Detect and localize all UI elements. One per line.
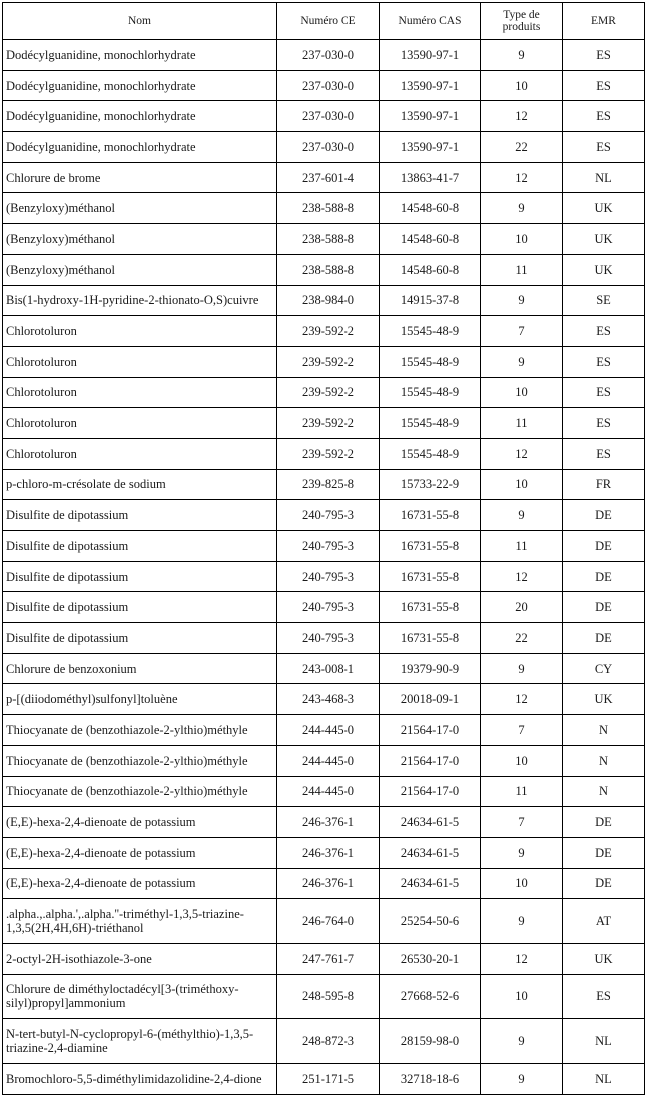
table-row [3,70,645,101]
cell-emr: NL [563,1019,645,1064]
cell-numero-ce: 243-008-1 [277,653,380,684]
cell-type-produits: 9 [481,40,563,71]
table-row [3,438,645,469]
cell-type-produits: 10 [481,868,563,899]
cell-emr: UK [563,193,645,224]
cell-type-produits: 9 [481,1064,563,1095]
cell-type-produits: 7 [481,316,563,347]
cell-numero-cas: 24634-61-5 [380,837,481,868]
cell-type-produits: 9 [481,500,563,531]
table-row [3,224,645,255]
cell-type-produits: 12 [481,438,563,469]
table-row [3,1019,645,1064]
table-row [3,162,645,193]
cell-numero-ce: 248-595-8 [277,974,380,1019]
cell-nom: Dodécylguanidine, monochlorhydrate [3,101,277,132]
cell-numero-cas: 15545-48-9 [380,408,481,439]
substances-table [2,2,645,1095]
header-numero-cas: Numéro CAS [380,3,481,40]
cell-nom: Bis(1-hydroxy-1H-pyridine-2-thionato-O,S)cuivre [3,285,277,316]
table-row [3,316,645,347]
cell-numero-cas: 16731-55-8 [380,623,481,654]
cell-numero-ce: 244-445-0 [277,715,380,746]
cell-nom: Disulfite de dipotassium [3,561,277,592]
cell-nom: (Benzyloxy)méthanol [3,193,277,224]
table-row [3,776,645,807]
cell-numero-ce: 240-795-3 [277,623,380,654]
cell-numero-ce: 237-030-0 [277,40,380,71]
table-row [3,285,645,316]
header-numero-ce: Numéro CE [277,3,380,40]
cell-nom: .alpha.,.alpha.',.alpha.''-triméthyl-1,3,5-triazine-1,3,5(2H,4H,6H)-triéthanol [3,899,277,944]
cell-numero-cas: 21564-17-0 [380,745,481,776]
cell-numero-cas: 21564-17-0 [380,715,481,746]
cell-emr: ES [563,101,645,132]
cell-numero-ce: 246-764-0 [277,899,380,944]
cell-numero-ce: 247-761-7 [277,943,380,974]
cell-type-produits: 10 [481,469,563,500]
cell-numero-cas: 15545-48-9 [380,438,481,469]
cell-nom: Chlorotoluron [3,438,277,469]
cell-type-produits: 10 [481,70,563,101]
cell-numero-ce: 239-592-2 [277,346,380,377]
cell-numero-cas: 15545-48-9 [380,316,481,347]
cell-numero-cas: 20018-09-1 [380,684,481,715]
cell-nom: (E,E)-hexa-2,4-dienoate de potassium [3,868,277,899]
cell-type-produits: 11 [481,531,563,562]
cell-numero-cas: 24634-61-5 [380,807,481,838]
cell-numero-cas: 14548-60-8 [380,193,481,224]
cell-type-produits: 9 [481,899,563,944]
cell-numero-cas: 25254-50-6 [380,899,481,944]
table-row [3,1064,645,1095]
cell-numero-cas: 26530-20-1 [380,943,481,974]
cell-numero-cas: 15545-48-9 [380,377,481,408]
cell-numero-cas: 32718-18-6 [380,1064,481,1095]
cell-emr: ES [563,316,645,347]
cell-emr: ES [563,408,645,439]
cell-type-produits: 11 [481,776,563,807]
cell-emr: N [563,745,645,776]
cell-emr: ES [563,40,645,71]
cell-emr: FR [563,469,645,500]
cell-numero-ce: 240-795-3 [277,592,380,623]
cell-numero-cas: 14548-60-8 [380,224,481,255]
cell-emr: DE [563,868,645,899]
cell-nom: p-chloro-m-crésolate de sodium [3,469,277,500]
cell-type-produits: 9 [481,285,563,316]
table-row [3,745,645,776]
cell-type-produits: 12 [481,101,563,132]
cell-nom: Disulfite de dipotassium [3,592,277,623]
table-row [3,408,645,439]
table-row [3,653,645,684]
cell-type-produits: 10 [481,974,563,1019]
cell-type-produits: 10 [481,377,563,408]
cell-numero-cas: 16731-55-8 [380,531,481,562]
cell-type-produits: 12 [481,162,563,193]
header-emr: EMR [563,3,645,40]
cell-emr: NL [563,1064,645,1095]
cell-emr: DE [563,837,645,868]
cell-numero-ce: 244-445-0 [277,776,380,807]
cell-type-produits: 9 [481,1019,563,1064]
cell-nom: Disulfite de dipotassium [3,500,277,531]
table-row [3,469,645,500]
cell-numero-cas: 14548-60-8 [380,254,481,285]
cell-nom: Chlorure de benzoxonium [3,653,277,684]
cell-nom: 2-octyl-2H-isothiazole-3-one [3,943,277,974]
cell-type-produits: 22 [481,623,563,654]
cell-numero-ce: 240-795-3 [277,500,380,531]
cell-numero-ce: 244-445-0 [277,745,380,776]
cell-emr: SE [563,285,645,316]
cell-numero-ce: 239-592-2 [277,408,380,439]
cell-numero-cas: 28159-98-0 [380,1019,481,1064]
table-row [3,592,645,623]
table-row [3,868,645,899]
cell-nom: Chlorotoluron [3,408,277,439]
cell-numero-cas: 15733-22-9 [380,469,481,500]
cell-numero-cas: 21564-17-0 [380,776,481,807]
cell-type-produits: 10 [481,224,563,255]
table-row [3,715,645,746]
cell-numero-cas: 14915-37-8 [380,285,481,316]
cell-nom: N-tert-butyl-N-cyclopropyl-6-(méthylthio)-1,3,5-triazine-2,4-diamine [3,1019,277,1064]
cell-emr: DE [563,531,645,562]
cell-numero-cas: 13590-97-1 [380,101,481,132]
cell-emr: ES [563,132,645,163]
header-type-produits: Type de produits [481,3,563,40]
cell-nom: p-[(diiodométhyl)sulfonyl]toluène [3,684,277,715]
cell-numero-cas: 13590-97-1 [380,40,481,71]
table-row [3,974,645,1019]
cell-nom: Chlorotoluron [3,377,277,408]
cell-numero-ce: 246-376-1 [277,837,380,868]
cell-numero-ce: 238-588-8 [277,254,380,285]
cell-nom: (Benzyloxy)méthanol [3,224,277,255]
cell-nom: (Benzyloxy)méthanol [3,254,277,285]
cell-nom: Thiocyanate de (benzothiazole-2-ylthio)méthyle [3,715,277,746]
cell-type-produits: 22 [481,132,563,163]
table-row [3,807,645,838]
cell-emr: UK [563,224,645,255]
cell-type-produits: 11 [481,254,563,285]
cell-nom: Chlorotoluron [3,346,277,377]
cell-type-produits: 9 [481,653,563,684]
cell-numero-ce: 238-588-8 [277,193,380,224]
cell-nom: Dodécylguanidine, monochlorhydrate [3,40,277,71]
cell-nom: (E,E)-hexa-2,4-dienoate de potassium [3,807,277,838]
cell-numero-ce: 251-171-5 [277,1064,380,1095]
cell-type-produits: 7 [481,807,563,838]
cell-type-produits: 9 [481,837,563,868]
cell-emr: CY [563,653,645,684]
cell-emr: DE [563,807,645,838]
cell-numero-ce: 238-984-0 [277,285,380,316]
table-row [3,561,645,592]
cell-numero-cas: 27668-52-6 [380,974,481,1019]
cell-nom: Disulfite de dipotassium [3,623,277,654]
table-row [3,943,645,974]
cell-emr: DE [563,500,645,531]
table-row [3,531,645,562]
cell-emr: N [563,715,645,746]
cell-type-produits: 12 [481,684,563,715]
cell-nom: Dodécylguanidine, monochlorhydrate [3,70,277,101]
table-row [3,623,645,654]
cell-numero-ce: 246-376-1 [277,868,380,899]
table-row [3,346,645,377]
table-row [3,101,645,132]
cell-nom: Chlorure de brome [3,162,277,193]
cell-emr: UK [563,254,645,285]
cell-numero-cas: 16731-55-8 [380,561,481,592]
cell-type-produits: 10 [481,745,563,776]
cell-numero-cas: 24634-61-5 [380,868,481,899]
cell-emr: DE [563,561,645,592]
cell-nom: Disulfite de dipotassium [3,531,277,562]
cell-type-produits: 9 [481,193,563,224]
cell-type-produits: 12 [481,943,563,974]
cell-emr: ES [563,974,645,1019]
cell-numero-cas: 13590-97-1 [380,132,481,163]
header-nom: Nom [3,3,277,40]
cell-emr: ES [563,438,645,469]
cell-emr: DE [563,623,645,654]
cell-emr: NL [563,162,645,193]
cell-type-produits: 11 [481,408,563,439]
table-body [3,40,645,1095]
cell-numero-cas: 16731-55-8 [380,500,481,531]
cell-type-produits: 20 [481,592,563,623]
cell-emr: DE [563,592,645,623]
cell-numero-ce: 239-825-8 [277,469,380,500]
cell-nom: Bromochloro-5,5-diméthylimidazolidine-2,4-dione [3,1064,277,1095]
cell-numero-ce: 240-795-3 [277,531,380,562]
table-row [3,500,645,531]
cell-numero-cas: 19379-90-9 [380,653,481,684]
cell-emr: ES [563,346,645,377]
table-row [3,254,645,285]
cell-numero-ce: 246-376-1 [277,807,380,838]
cell-numero-cas: 16731-55-8 [380,592,481,623]
cell-numero-cas: 13863-41-7 [380,162,481,193]
cell-nom: Thiocyanate de (benzothiazole-2-ylthio)méthyle [3,745,277,776]
cell-emr: ES [563,70,645,101]
table-row [3,377,645,408]
cell-numero-ce: 240-795-3 [277,561,380,592]
cell-numero-ce: 238-588-8 [277,224,380,255]
cell-nom: Thiocyanate de (benzothiazole-2-ylthio)méthyle [3,776,277,807]
cell-numero-ce: 237-030-0 [277,70,380,101]
table-header-row [3,3,645,40]
cell-numero-ce: 248-872-3 [277,1019,380,1064]
cell-nom: Dodécylguanidine, monochlorhydrate [3,132,277,163]
cell-numero-ce: 239-592-2 [277,316,380,347]
cell-nom: Chlorure de diméthyloctadécyl[3-(triméthoxy-silyl)propyl]ammonium [3,974,277,1019]
cell-type-produits: 12 [481,561,563,592]
cell-nom: (E,E)-hexa-2,4-dienoate de potassium [3,837,277,868]
cell-numero-ce: 239-592-2 [277,438,380,469]
table-row [3,40,645,71]
cell-emr: ES [563,377,645,408]
table-row [3,193,645,224]
table-row [3,837,645,868]
cell-numero-ce: 239-592-2 [277,377,380,408]
table-row [3,132,645,163]
cell-emr: UK [563,684,645,715]
cell-numero-ce: 237-030-0 [277,101,380,132]
cell-type-produits: 9 [481,346,563,377]
cell-numero-ce: 243-468-3 [277,684,380,715]
cell-emr: UK [563,943,645,974]
cell-emr: AT [563,899,645,944]
cell-numero-ce: 237-601-4 [277,162,380,193]
cell-numero-cas: 13590-97-1 [380,70,481,101]
cell-emr: N [563,776,645,807]
cell-numero-ce: 237-030-0 [277,132,380,163]
table-row [3,899,645,944]
table-row [3,684,645,715]
cell-type-produits: 7 [481,715,563,746]
cell-nom: Chlorotoluron [3,316,277,347]
cell-numero-cas: 15545-48-9 [380,346,481,377]
